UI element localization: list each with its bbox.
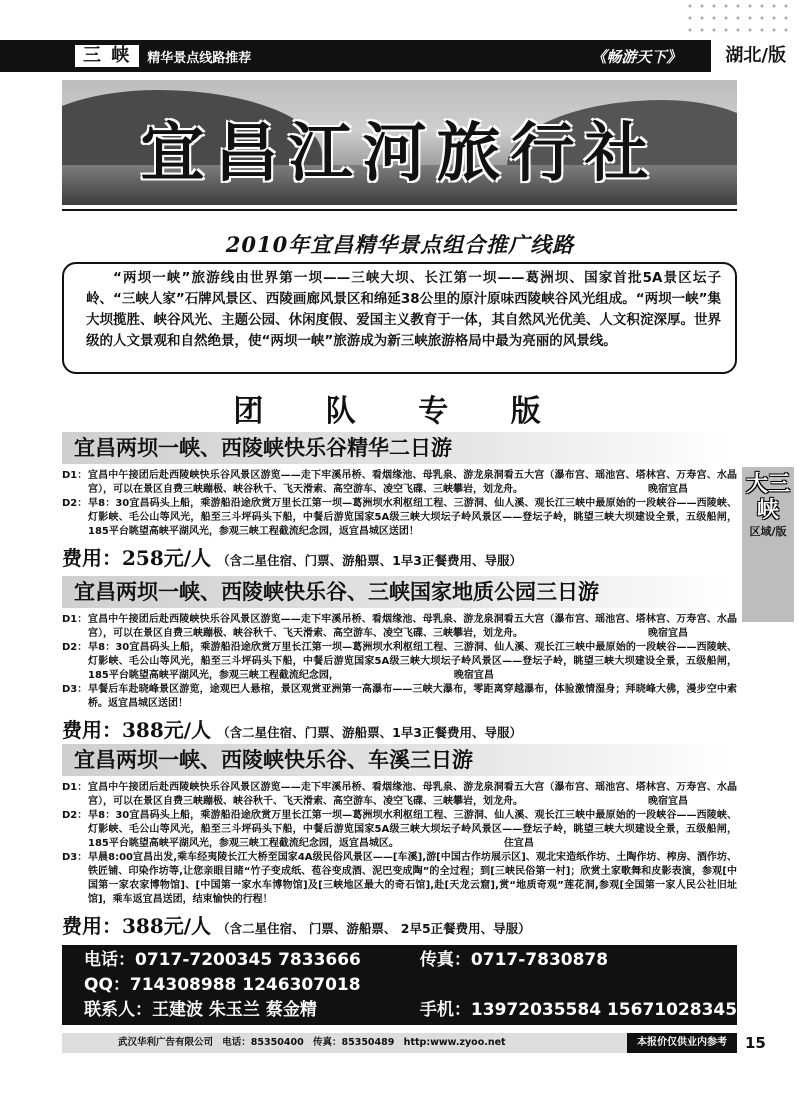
side-tab — [742, 467, 794, 622]
contact-row-qq — [84, 973, 737, 998]
day-text: 宜昌中午接团后赴西陵峡快乐谷风景区游览——走下牢溪吊桥、看烟缘池、母乳泉、游龙泉洞看五大宫（瀑布宫、瑶池宫、塔林宫、万寿宫、水晶宫），可以在景区自费三峡蹦极、峡谷秋千、飞天滑索、高空游车、凌空飞碟、三峡攀岩，划龙舟。 晚宿宜昌 — [88, 614, 737, 639]
price-label: 费用：258元/人 — [62, 546, 212, 570]
side-tab-title: 大三峡 — [745, 471, 790, 523]
tour-title: 宜昌两坝一峡、西陵峡快乐谷精华二日游 — [62, 432, 737, 464]
reference-note: 本报价仅供业内参考 — [627, 1033, 737, 1053]
day-row — [62, 641, 737, 683]
day-label: D2： — [62, 810, 88, 821]
day-row — [62, 809, 737, 851]
day-label: D2： — [62, 642, 88, 653]
day-label: D1： — [62, 470, 88, 481]
magazine-name: 《畅游天下》 — [591, 47, 682, 66]
tour-price — [62, 714, 737, 743]
day-label: D2： — [62, 498, 88, 509]
contact-people: 联系人：王建波 朱玉兰 蔡金精 — [84, 1000, 317, 1020]
divider-line — [62, 209, 737, 211]
agency-title: 宜昌江河旅行社 — [140, 116, 659, 191]
tour-days — [62, 613, 737, 711]
top-header-bar — [0, 40, 800, 72]
price-note: （含二星住宿、门票、游船票、1早3正餐费用、导服） — [217, 725, 522, 740]
intro-paragraph: “两坝一峡”旅游线由世界第一坝——三峡大坝、长江第一坝——葛洲坝、国家首批5A景区坛子岭、“三峡人家”石牌风景区、西陵画廊风景区和绵延38公里的原汁原味西陵峡谷风光组成。“两坝一峡”集大坝揽胜、峡谷风光、主题公园、休闲度假、爱国主义教育于一体，其自然风光优美、人文积淀深厚。世界级的人文景观和自然绝景，使“两坝一峡”旅游成为新三峡旅游格局中最为亮丽的风景线。 — [62, 262, 737, 374]
tour-title: 宜昌两坝一峡、西陵峡快乐谷、三峡国家地质公园三日游 — [62, 576, 737, 608]
tour-days — [62, 781, 737, 907]
tour-price — [62, 542, 737, 571]
tour-section-1 — [62, 432, 737, 571]
day-label: D3： — [62, 852, 88, 863]
phone-numbers: 电话：0717-7200345 7833666 — [84, 950, 361, 970]
day-text: 早晨8:00宜昌出发,乘车经夷陵长江大桥至国家4A级民俗风景区——[车溪],游[中国古作坊展示区]、观北宋造纸作坊、土陶作坊、榨房、酒作坊、铁匠铺、印染作坊等,让您亲眼目睹“竹子变成纸、苞谷变成酒、泥巴变成陶”的全过程；到[三峡民俗第一村]；欣赏土家歌舞和皮影表演，参观[中国第一家农家博物馆]、[中国第一家水车博物馆]及[三峡地区最大的奇石馆],赴[天龙云窟],赏“地质奇观”莲花洞,参观[全国第一家人民公社旧址馆]，乘车返宜昌送团，结束愉快的行程！ — [88, 852, 737, 905]
day-row — [62, 613, 737, 641]
day-label: D1： — [62, 782, 88, 793]
page-number: 15 — [745, 1034, 766, 1052]
price-label: 费用：388元/人 — [62, 718, 212, 742]
qq-numbers: QQ：714308988 1246307018 — [84, 975, 361, 995]
region-label: 湖北/版 — [711, 40, 800, 72]
price-label: 费用：388元/人 — [62, 914, 212, 938]
contact-row-people — [84, 998, 737, 1023]
contact-row-phone — [84, 948, 737, 973]
day-text: 早餐后车赴晓峰景区游览，途观巴人悬棺，景区观赏亚洲第一高瀑布——三峡大瀑布，零距离穿越瀑布，体验激情湿身；拜晓峰大佛，漫步空中索桥。返宜昌城区送团！ — [88, 684, 737, 709]
footer-bar — [62, 1033, 737, 1053]
banner-image — [62, 80, 737, 205]
day-row — [62, 497, 737, 539]
day-text: 宜昌中午接团后赴西陵峡快乐谷风景区游览——走下牢溪吊桥、看烟缘池、母乳泉、游龙泉洞看五大宫（瀑布宫、瑶池宫、塔林宫、万寿宫、水晶宫），可以在景区自费三峡蹦极、峡谷秋千、飞天滑索、高空游车、凌空飞碟、三峡攀岩，划龙舟。 晚宿宜昌 — [88, 782, 737, 807]
day-label: D1： — [62, 614, 88, 625]
route-title: 2010年宜昌精华景点组合推广线路 — [225, 232, 575, 257]
tour-price — [62, 910, 737, 939]
decorative-dots — [684, 0, 794, 40]
day-text: 早8：30宜昌码头上船，乘游船沿途欣赏万里长江第一坝—葛洲坝水利枢纽工程、三游洞、仙人溪、观长江三峡中最原始的一段峡谷——西陵峡、灯影峡、毛公山等风光，船至三斗坪码头下船，中餐后游览国家5A级三峡大坝坛子岭风景区——登坛子岭，眺望三峡大坝建设全景，五级船闸，185平台眺望高峡平湖风光，参观三峡工程截流纪念园，返宜昌城区送团！ — [88, 498, 737, 537]
day-text: 早8：30宜昌码头上船，乘游船沿途欣赏万里长江第一坝—葛洲坝水利枢纽工程、三游洞、仙人溪、观长江三峡中最原始的一段峡谷——西陵峡、灯影峡、毛公山等风光，船至三斗坪码头下船，中餐后游览国家5A级三峡大坝坛子岭风景区——登坛子岭，眺望三峡大坝建设全景，五级船闸，185平台眺望高峡平湖风光，参观三峡工程截流纪念园，返宜昌城区。 住宜昌 — [88, 810, 737, 849]
price-note: （含二星住宿、门票、游船票、1早3正餐费用、导服） — [217, 553, 522, 568]
day-row — [62, 781, 737, 809]
day-text: 早8：30宜昌码头上船，乘游船沿途欣赏万里长江第一坝—葛洲坝水利枢纽工程、三游洞、仙人溪、观长江三峡中最原始的一段峡谷——西陵峡、灯影峡、毛公山等风光，船至三斗坪码头下船，中餐后游览国家5A级三峡大坝坛子岭风景区——登坛子岭，眺望三峡大坝建设全景，五级船闸，185平台眺望高峡平湖风光，参观三峡工程截流纪念园， 晚宿宜昌 — [88, 642, 737, 681]
fax-number: 传真：0717-7830878 — [419, 950, 609, 970]
tour-days — [62, 469, 737, 539]
mobile-numbers: 手机：13972035584 15671028345 — [419, 1000, 738, 1020]
day-row — [62, 851, 737, 907]
day-text: 宜昌中午接团后赴西陵峡快乐谷风景区游览——走下牢溪吊桥、看烟缘池、母乳泉、游龙泉洞看五大宫（瀑布宫、瑶池宫、塔林宫、万寿宫、水晶宫），可以在景区自费三峡蹦极、峡谷秋千、飞天滑索、高空游车、凌空飞碟、三峡攀岩，划龙舟。 晚宿宜昌 — [88, 470, 737, 495]
contact-box — [62, 945, 737, 1025]
day-label: D3： — [62, 684, 88, 695]
header-logo: 三 峡 — [75, 45, 139, 67]
tour-section-2 — [62, 576, 737, 743]
price-note: （含二星住宿、 门票、游船票、 2早5正餐费用、导服） — [217, 921, 531, 936]
day-row — [62, 683, 737, 711]
header-subtitle: 精华景点线路推荐 — [147, 50, 252, 66]
tour-section-3 — [62, 744, 737, 939]
day-row — [62, 469, 737, 497]
publisher-info: 武汉华利广告有限公司 电话：85350400 传真：85350489 http:www.zyoo.net — [62, 1033, 627, 1053]
team-heading: 团 队 专 版 — [233, 394, 567, 429]
side-tab-subtitle: 区域/版 — [749, 525, 787, 538]
tour-title: 宜昌两坝一峡、西陵峡快乐谷、车溪三日游 — [62, 744, 737, 776]
